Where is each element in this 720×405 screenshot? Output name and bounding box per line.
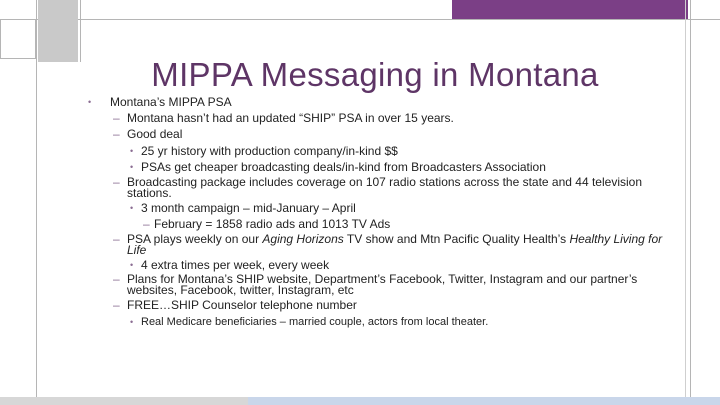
bullet-text xyxy=(127,232,662,257)
bullet-marker: • xyxy=(130,202,134,213)
bullet-marker: – xyxy=(113,110,120,125)
bullet-marker: – xyxy=(113,127,120,141)
frame-bottom-gray xyxy=(0,397,248,405)
bullet-text: Montana’s MIPPA PSA xyxy=(110,95,232,109)
bullet-marker: – xyxy=(113,231,120,246)
bullet-text: 4 extra times per week, every week xyxy=(141,257,330,272)
bullet-marker: • xyxy=(130,145,134,156)
bullet-12 xyxy=(84,298,684,313)
bullet-marker: – xyxy=(113,272,120,286)
show-title-healthy-living: Healthy Living for Life xyxy=(127,231,663,257)
bullet-8 xyxy=(84,217,684,232)
bullet-marker: – xyxy=(143,217,150,231)
bullet-11 xyxy=(84,274,684,296)
bullet-9 xyxy=(84,231,684,257)
bullet-marker: • xyxy=(130,316,134,327)
bullet-3 xyxy=(84,127,684,142)
bullet-1 xyxy=(84,95,684,110)
bullet-marker: • xyxy=(130,162,134,172)
bullet-text: PSAs get cheaper broadcasting deals/in-kind from Broadcasters Association xyxy=(141,160,546,174)
bullet-text: Real Medicare beneficiaries – married couple, actors from local theater. xyxy=(141,315,489,328)
bullet-7 xyxy=(84,201,684,216)
frame-inner-line xyxy=(80,0,81,62)
bullet-text: Broadcasting package includes coverage on 107 radio stations across the state and 44 television stations. xyxy=(127,174,642,200)
frame-right-line xyxy=(690,0,691,405)
frame-purple-block xyxy=(452,0,688,19)
bullet-text: February = 1858 radio ads and 1013 TV Ads xyxy=(154,217,391,231)
bullet-13 xyxy=(84,315,684,330)
slide-title: MIPPA Messaging in Montana xyxy=(151,56,599,93)
frame-right-line-inner xyxy=(685,0,686,405)
bullet-marker: – xyxy=(113,298,120,312)
bullet-text: Good deal xyxy=(127,127,183,141)
bullet-5 xyxy=(84,160,684,175)
bullet-10 xyxy=(84,258,684,273)
frame-top-line xyxy=(0,19,720,20)
bullet-4 xyxy=(84,144,684,159)
bullet-marker: • xyxy=(130,259,134,270)
bullet-6 xyxy=(84,174,684,200)
bullet-marker: • xyxy=(88,97,92,107)
frame-bottom-blue xyxy=(248,397,720,405)
bullet-text-part: TV show and Mtn Pacific Quality Health’s xyxy=(343,231,570,246)
bullet-text-part: PSA plays weekly on our xyxy=(127,231,263,246)
frame-corner-box xyxy=(0,19,36,59)
slide-body xyxy=(84,95,684,331)
frame-left-line xyxy=(36,0,37,405)
bullet-marker: – xyxy=(113,174,120,189)
bullet-text: Montana hasn’t had an updated “SHIP” PSA in over 15 years. xyxy=(127,110,454,125)
frame-gray-block xyxy=(38,0,78,62)
bullet-2 xyxy=(84,111,684,126)
bullet-text: FREE…SHIP Counselor telephone number xyxy=(127,298,357,312)
bullet-text: Plans for Montana’s SHIP website, Department’s Facebook, Twitter, Instagram and our partner’s websites, Facebook, twitter, Instagram, etc xyxy=(127,272,638,297)
show-title-aging-horizons: Aging Horizons xyxy=(262,231,344,246)
bullet-text: 25 yr history with production company/in-kind $$ xyxy=(141,143,398,158)
bullet-text: 3 month campaign – mid-January – April xyxy=(141,200,356,215)
